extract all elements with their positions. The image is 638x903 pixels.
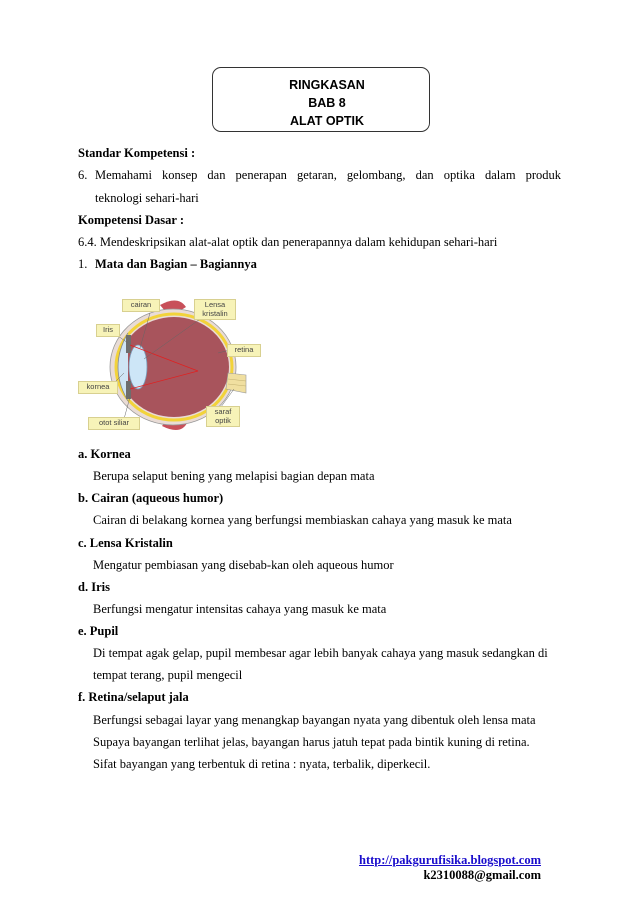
item-cairan-line1: Cairan di belakang kornea yang berfungsi membiaskan cahaya yang masuk ke mata [93, 513, 512, 527]
title-line-topic: ALAT OPTIK [289, 114, 365, 128]
item-retina-title: f. Retina/selaput jala [78, 690, 189, 704]
item-iris-line1: Berfungsi mengatur intensitas cahaya yang masuk ke mata [93, 602, 387, 616]
label-iris: Iris [96, 324, 120, 337]
standar-heading: Standar Kompetensi : [78, 146, 196, 160]
item-lensa-line1: Mengatur pembiasan yang disebab-kan oleh aqueous humor [93, 558, 394, 572]
item-retina-line2: Supaya bayangan terlihat jelas, bayangan harus jatuh tepat pada bintik kuning di retina. [93, 735, 530, 749]
lens-shape [129, 345, 147, 389]
eye-diagram [78, 293, 268, 438]
standar-number: 6. [78, 168, 88, 182]
label-kornea: kornea [78, 381, 118, 394]
item-pupil-title: e. Pupil [78, 624, 119, 638]
item-kornea-title: a. Kornea [78, 447, 131, 461]
item-lensa-title: c. Lensa Kristalin [78, 536, 173, 550]
section-number: 1. [78, 257, 88, 271]
label-lensa-kristalin: Lensa kristalin [194, 299, 236, 320]
label-saraf-optik: saraf optik [206, 406, 240, 427]
item-retina-line3: Sifat bayangan yang terbentuk di retina : nyata, terbalik, diperkecil. [93, 757, 431, 771]
chapter-title-box [212, 67, 430, 132]
title-line-chapter: BAB 8 [308, 96, 346, 110]
item-cairan-title: b. Cairan (aqueous humor) [78, 491, 224, 505]
title-line-summary: RINGKASAN [289, 78, 365, 92]
item-pupil-line2: tempat terang, pupil mengecil [93, 668, 243, 682]
item-pupil-line1: Di tempat agak gelap, pupil membesar agar lebih banyak cahaya yang masuk sedangkan di [93, 646, 548, 660]
item-retina-line1: Berfungsi sebagai layar yang menangkap bayangan nyata yang dibentuk oleh lensa mata [93, 713, 536, 727]
footer-blog-link[interactable]: http://pakgurufisika.blogspot.com [359, 853, 541, 867]
item-kornea-line1: Berupa selaput bening yang melapisi bagian depan mata [93, 469, 375, 483]
kompetensi-text: 6.4. Mendeskripsikan alat-alat optik dan penerapannya dalam kehidupan sehari-hari [78, 235, 498, 249]
section-title: Mata dan Bagian – Bagiannya [95, 257, 257, 271]
label-retina: retina [227, 344, 261, 357]
label-cairan: cairan [122, 299, 160, 312]
iris-top [126, 335, 131, 353]
kompetensi-heading: Kompetensi Dasar : [78, 213, 185, 227]
item-iris-title: d. Iris [78, 580, 110, 594]
footer-email: k2310088@gmail.com [423, 868, 541, 882]
label-otot-siliar: otot siliar [88, 417, 140, 430]
standar-text-line2: teknologi sehari-hari [95, 191, 199, 205]
iris-bottom [126, 381, 131, 399]
standar-text-line1: Memahami konsep dan penerapan getaran, gelombang, dan optika dalam produk [95, 168, 561, 182]
